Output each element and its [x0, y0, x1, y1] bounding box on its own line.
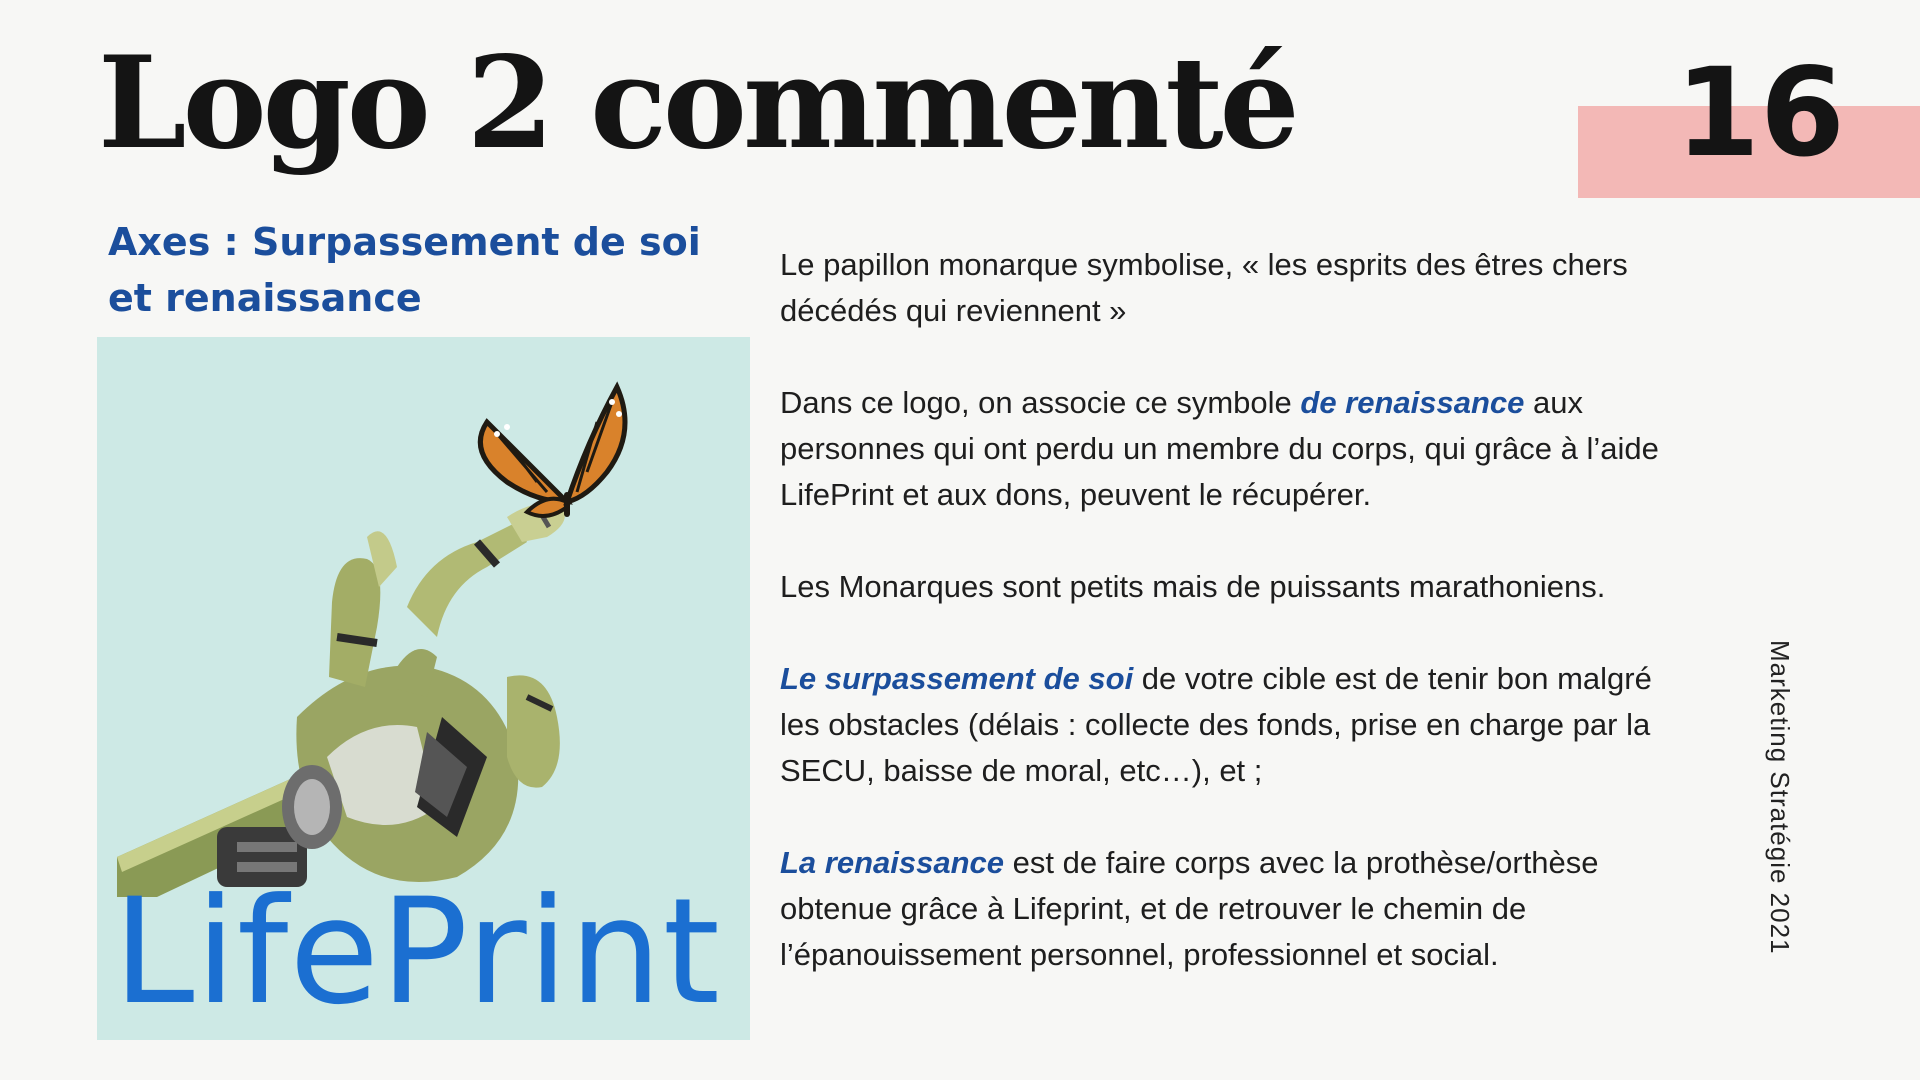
- body-text: [780, 242, 1680, 1024]
- monarch-butterfly-icon: [480, 387, 625, 517]
- highlight-la-renaissance: La renaissance: [780, 845, 1005, 880]
- paragraph-surpassement: [780, 656, 1680, 794]
- page-number: 16: [1675, 42, 1845, 184]
- logo-illustration: [97, 337, 750, 1040]
- p4-text: de votre cible est de tenir bon malgré les obstacles (délais : collecte des fonds, prise en charge par la SECU, baisse de moral, etc…), et ;: [780, 661, 1652, 788]
- p2-text-after: aux personnes qui ont perdu un membre du corps, qui grâce à l’aide LifePrint et aux dons, peuvent le récupérer.: [780, 385, 1659, 512]
- footer-label: Marketing Stratégie 2021: [1765, 640, 1795, 955]
- paragraph-marathoniens: Les Monarques sont petits mais de puissants marathoniens.: [780, 569, 1606, 604]
- axes-heading: Axes : Surpassement de soi et renaissance: [108, 220, 701, 320]
- brand-name: LifePrint: [113, 867, 721, 1037]
- paragraph-papillon: Le papillon monarque symbolise, « les esprits des êtres chers décédés qui reviennent »: [780, 247, 1628, 328]
- highlight-surpassement: Le surpassement de soi: [780, 661, 1134, 696]
- p2-text: Dans ce logo, on associe ce symbole: [780, 385, 1301, 420]
- lifeprint-logo: [97, 337, 750, 1040]
- paragraph-logo-symbol: [780, 380, 1680, 518]
- robotic-arm-icon: [117, 504, 565, 897]
- p5-text: est de faire corps avec la prothèse/orthèse obtenue grâce à Lifeprint, et de retrouver le chemin de l’épanouissement personnel, professionnel et social.: [780, 845, 1599, 972]
- highlight-renaissance: de renaissance: [1300, 385, 1525, 420]
- paragraph-renaissance: [780, 840, 1680, 978]
- slide-title: Logo 2 commenté: [98, 29, 1296, 177]
